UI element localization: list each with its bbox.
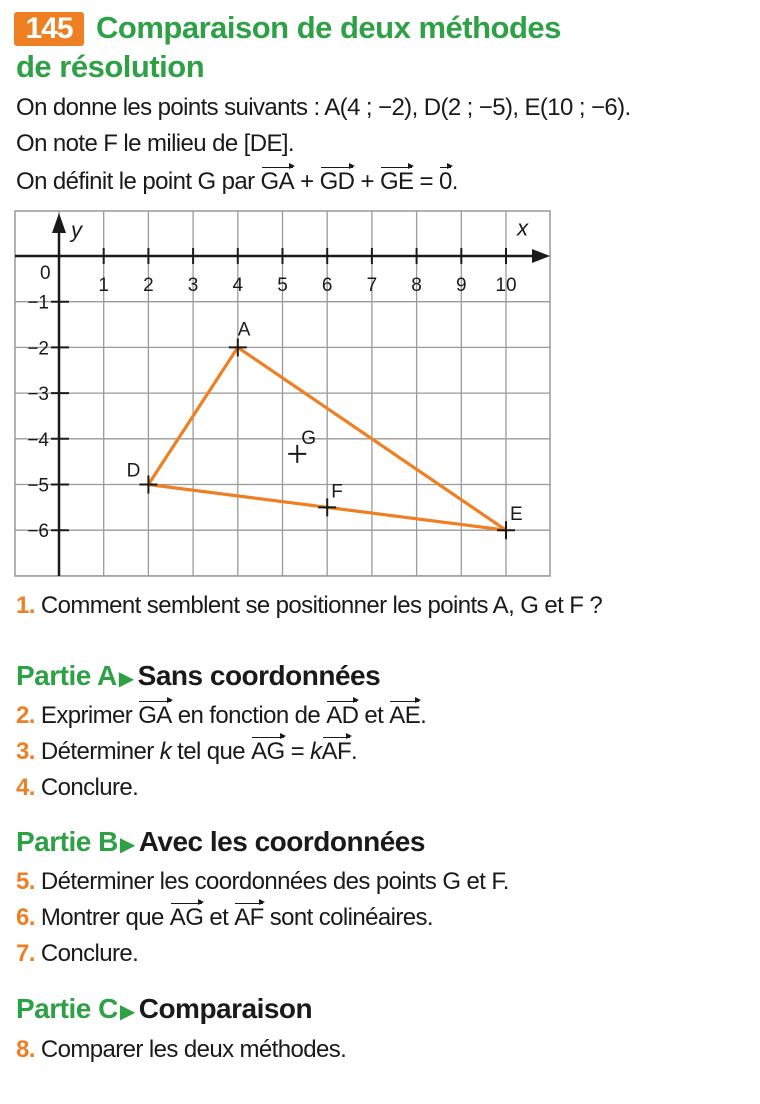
question-text: Conclure. <box>40 774 139 801</box>
play-triangle-icon: ▶ <box>119 1001 135 1023</box>
y-tick-label: −3 <box>27 384 49 406</box>
question-3 <box>16 738 357 766</box>
part-c-heading <box>16 993 312 1025</box>
exercise-title-line1: Comparaison de deux méthodes <box>96 10 561 45</box>
part-label: Partie A <box>16 660 117 691</box>
equals-sign: = <box>413 168 440 195</box>
origin-label: 0 <box>40 263 51 284</box>
question-text: Exprimer <box>40 702 139 729</box>
y-axis-label: y <box>71 217 82 243</box>
question-text: Comment semblent se positionner les points A, G et F ? <box>40 592 603 619</box>
part-label: Partie C <box>16 993 118 1024</box>
period: . <box>351 738 358 765</box>
y-tick-label: −1 <box>27 292 49 314</box>
vector-AF: AF <box>321 738 352 765</box>
y-axis-arrow-icon <box>52 213 66 233</box>
x-tick-label: 7 <box>366 275 378 296</box>
x-tick-label: 5 <box>277 275 288 296</box>
vector-AF: AF <box>234 904 264 931</box>
point-label-F: F <box>331 481 343 503</box>
tick-labels <box>27 248 516 542</box>
question-text: Déterminer les coordonnées des points G et F. <box>40 868 509 895</box>
part-title: Sans coordonnées <box>137 660 381 691</box>
question-number: 7. <box>16 940 35 967</box>
plus-sign: + <box>354 168 380 195</box>
question-1 <box>16 592 602 620</box>
statement-line3-prefix: On définit le point G par <box>16 168 261 195</box>
exercise-title-line2: de résolution <box>16 49 205 84</box>
part-a-heading <box>16 660 380 692</box>
statement-line2: On note F le milieu de [DE]. <box>16 130 294 157</box>
question-text: Comparer les deux méthodes. <box>40 1036 347 1063</box>
part-b-heading <box>16 826 425 858</box>
part-label: Partie B <box>16 826 118 857</box>
exercise-number-badge: 145 <box>14 12 84 46</box>
x-tick-label: 10 <box>495 275 517 296</box>
vector-AE: AE <box>389 702 421 729</box>
question-8 <box>16 1036 346 1064</box>
question-text: Conclure. <box>40 940 139 967</box>
point-label-E: E <box>510 504 523 526</box>
y-tick-label: −4 <box>27 429 49 451</box>
question-5 <box>16 868 509 896</box>
x-axis-arrow-icon <box>532 249 550 263</box>
vector-GE: GE <box>379 168 414 195</box>
y-tick-label: −6 <box>27 521 49 543</box>
question-7 <box>16 940 138 968</box>
question-number: 2. <box>16 702 35 729</box>
question-text: sont colinéaires. <box>263 904 433 931</box>
question-number: 8. <box>16 1036 35 1063</box>
point-label-G: G <box>301 427 317 449</box>
x-tick-label: 8 <box>411 275 422 296</box>
y-tick-label: −2 <box>27 338 49 360</box>
y-tick-label: −5 <box>27 475 49 497</box>
play-triangle-icon: ▶ <box>118 668 134 690</box>
x-tick-label: 1 <box>98 275 109 296</box>
grid <box>15 211 550 576</box>
question-text: Déterminer <box>40 738 160 765</box>
plus-sign: + <box>294 168 320 195</box>
question-number: 4. <box>16 774 35 801</box>
x-axis-label: x <box>517 215 529 241</box>
question-2 <box>16 702 426 730</box>
question-text: tel que <box>171 738 252 765</box>
question-number: 5. <box>16 868 35 895</box>
vector-AG: AG <box>251 738 285 765</box>
question-number: 3. <box>16 738 35 765</box>
question-6 <box>16 904 433 932</box>
question-text: Montrer que <box>40 904 170 931</box>
point-label-D: D <box>126 460 141 482</box>
zero-vector: 0 <box>439 168 452 195</box>
variable-k: k <box>159 738 172 765</box>
question-text: . <box>420 702 427 729</box>
question-text: et <box>203 904 235 931</box>
point-label-A: A <box>237 319 251 341</box>
vector-GA: GA <box>260 168 295 195</box>
question-text: et <box>358 702 390 729</box>
x-tick-label: 6 <box>321 275 333 296</box>
vector-GD: GD <box>319 168 355 195</box>
question-number: 6. <box>16 904 35 931</box>
x-tick-label: 4 <box>232 275 244 296</box>
vector-AG: AG <box>169 904 204 931</box>
vector-GA: GA <box>138 702 172 729</box>
variable-k: k <box>310 738 322 765</box>
x-tick-label: 3 <box>187 275 199 296</box>
period: . <box>451 168 458 195</box>
part-title: Avec les coordonnées <box>138 826 425 857</box>
vector-AD: AD <box>326 702 359 729</box>
question-4 <box>16 774 138 802</box>
question-number: 1. <box>16 592 35 619</box>
equals-sign: = <box>284 738 311 765</box>
x-tick-label: 2 <box>143 275 154 296</box>
part-title: Comparaison <box>138 993 313 1024</box>
statement-line1: On donne les points suivants : A(4 ; −2), D(2 ; −5), E(10 ; −6). <box>16 94 631 121</box>
question-text: en fonction de <box>171 702 327 729</box>
x-tick-label: 9 <box>456 275 467 296</box>
play-triangle-icon: ▶ <box>119 834 135 856</box>
